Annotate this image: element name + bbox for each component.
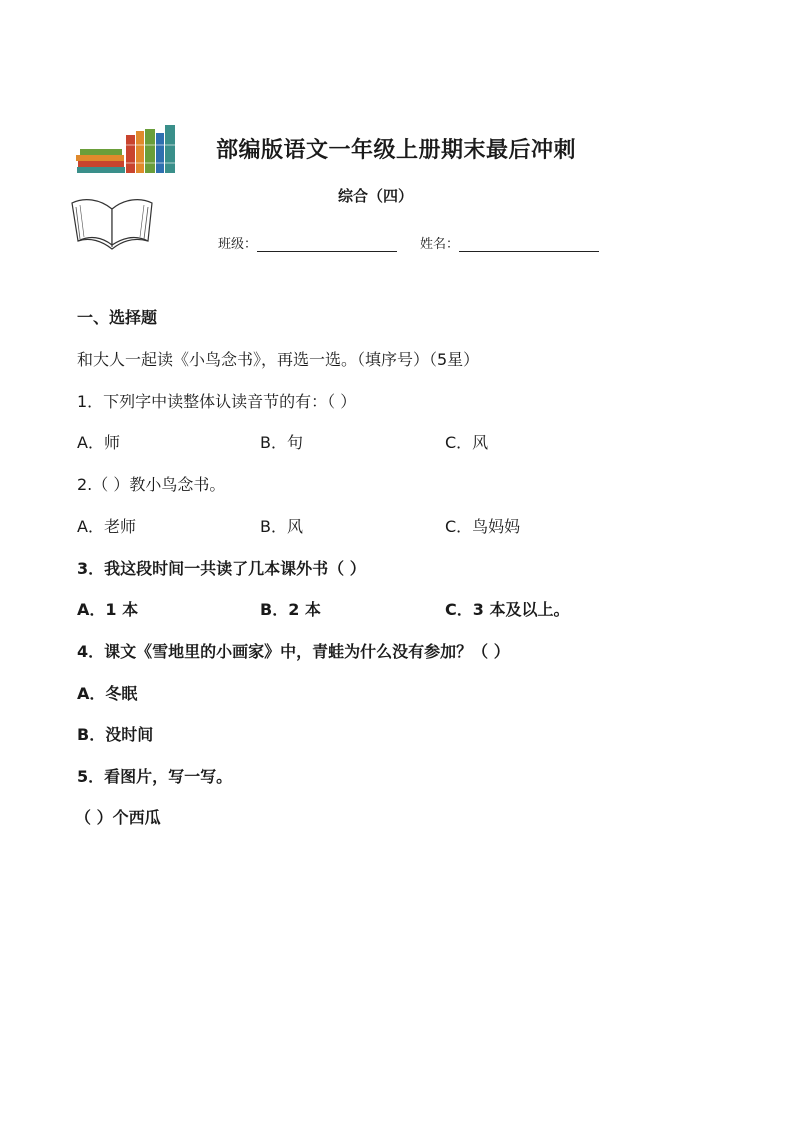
q1-option-c[interactable]: C．风 bbox=[445, 433, 489, 452]
q1-option-a[interactable]: A．师 bbox=[77, 433, 120, 452]
question-2: 2.（ ）教小鸟念书。 bbox=[77, 475, 226, 494]
open-book-icon bbox=[70, 193, 154, 251]
q3-option-a[interactable]: A．1 本 bbox=[77, 600, 139, 619]
class-field[interactable] bbox=[218, 233, 397, 252]
class-label: 班级： bbox=[218, 237, 258, 252]
name-input-line[interactable] bbox=[459, 235, 599, 252]
question-1: 1．下列字中读整体认读音节的有：（ ） bbox=[77, 392, 357, 411]
q5-fill-blank[interactable]: （ ）个西瓜 bbox=[75, 808, 161, 827]
class-input-line[interactable] bbox=[257, 235, 397, 252]
q4-option-b[interactable]: B．没时间 bbox=[77, 725, 154, 744]
question-5: 5．看图片，写一写。 bbox=[77, 767, 233, 786]
page-subtitle: 综合（四） bbox=[338, 187, 414, 205]
question-4: 4．课文《雪地里的小画家》中，青蛙为什么没有参加？（ ） bbox=[77, 642, 510, 661]
name-field[interactable] bbox=[420, 233, 599, 252]
q1-option-b[interactable]: B．句 bbox=[260, 433, 303, 452]
q3-option-c[interactable]: C．3 本及以上。 bbox=[445, 600, 570, 619]
books-stack-icon bbox=[76, 125, 176, 173]
q2-option-a[interactable]: A．老师 bbox=[77, 517, 136, 536]
q4-option-a[interactable]: A．冬眠 bbox=[77, 684, 138, 703]
question-3: 3．我这段时间一共读了几本课外书（ ） bbox=[77, 559, 366, 578]
section-heading: 一、选择题 bbox=[77, 308, 158, 327]
q2-option-c[interactable]: C．鸟妈妈 bbox=[445, 517, 521, 536]
q2-option-b[interactable]: B．风 bbox=[260, 517, 303, 536]
page-title: 部编版语文一年级上册期末最后冲刺 bbox=[216, 138, 577, 163]
name-label: 姓名： bbox=[420, 237, 460, 252]
q3-option-b[interactable]: B．2 本 bbox=[260, 600, 321, 619]
section-intro: 和大人一起读《小鸟念书》，再选一选。（填序号）（5星） bbox=[77, 350, 480, 369]
